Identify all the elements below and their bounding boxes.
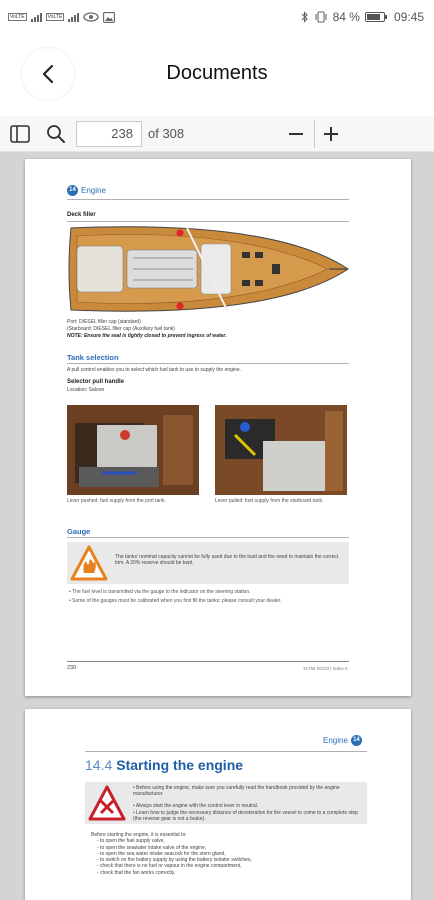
search-button[interactable] xyxy=(44,122,68,146)
eye-icon xyxy=(83,12,99,22)
prestart-checklist xyxy=(91,832,252,876)
bluetooth-icon xyxy=(301,11,309,23)
search-icon xyxy=(46,124,66,144)
gauge-warning-text: The tanks' nominal capacity cannot be fully used due to the load and the need to maintain the correct trim. A 20% reserve should be kept. xyxy=(115,554,339,566)
zoom-out-button[interactable] xyxy=(284,122,308,146)
list-item: - to open the seawater intake valve of the engine, xyxy=(97,844,207,851)
vibrate-icon xyxy=(314,11,328,23)
caption-port: Port: DIESEL filler cap (standard) xyxy=(67,319,141,325)
danger-warning-box xyxy=(85,782,367,824)
list-item: - to open the fuel supply valve, xyxy=(97,838,165,845)
divider xyxy=(67,199,349,200)
chapter-title: Engine xyxy=(81,186,106,195)
page-number-input[interactable]: 238 xyxy=(76,121,142,147)
tank-selection-heading: Tank selection xyxy=(67,353,119,362)
sim2-badge: VoLTE xyxy=(47,14,63,20)
toolbar-divider xyxy=(314,120,315,148)
tank-intro: A pull control enables you to select which fuel tank to use to supply the engine. xyxy=(67,367,241,373)
divider xyxy=(67,537,349,538)
signal-icon xyxy=(31,12,42,22)
bullet-item: • Some of the gauges must be calibrated when you first fill the tanks: please consult your dealer. xyxy=(69,598,282,604)
chapter-header xyxy=(67,185,106,196)
photo-lever-pushed xyxy=(67,405,199,495)
footer-rule xyxy=(67,661,349,662)
bullet-item: • The fuel level is transmitted via the gauge to the indicator on the steering station. xyxy=(69,589,251,595)
warn-line-text: Always start the engine with the control lever in neutral. xyxy=(135,803,259,809)
sim1-badge: VoLTE xyxy=(10,14,25,20)
battery-percent: 84 % xyxy=(332,10,360,24)
sidebar-toggle-button[interactable] xyxy=(8,122,32,146)
pdf-page xyxy=(25,709,411,900)
pdf-page xyxy=(25,159,411,696)
page-title: Documents xyxy=(166,62,268,84)
divider xyxy=(85,751,367,752)
bullet-text: Some of the gauges must be calibrated when you first fill the tanks: please consult your dealer. xyxy=(72,598,282,604)
battery-icon xyxy=(365,12,385,22)
gauge-warning-box xyxy=(67,542,349,584)
page-footer-number: 230 xyxy=(67,665,77,671)
document-viewer[interactable] xyxy=(0,152,434,900)
chapter-header xyxy=(323,735,362,746)
list-item: - to open the sea water intake seacock for the stern gland, xyxy=(97,850,226,857)
app-bar xyxy=(0,34,434,116)
warn-line: • Always start the engine with the control lever in neutral. xyxy=(133,803,259,809)
hazard-icon xyxy=(70,545,108,581)
deck-plan-illustration xyxy=(67,224,349,314)
gallery-icon xyxy=(103,12,115,23)
location-text: Location: Saloon xyxy=(67,387,105,393)
caption-lever-pulled: Lever pulled: fuel supply from the starboard tank. xyxy=(215,498,324,504)
caption-lever-pushed: Lever pushed: fuel supply from the port tank. xyxy=(67,498,166,504)
danger-icon xyxy=(88,785,126,821)
divider xyxy=(67,363,349,364)
divider xyxy=(67,221,349,222)
warn-line-text: Before using the engine, make sure you carefully read the handbook provided by the engine manufacturer. xyxy=(133,785,340,797)
chapter-badge: 14 xyxy=(67,185,78,196)
warn-line-text: Learn how to judge the necessary distance of deceleration for the vessel to come to a complete stop (the reverse gear is not a brake). xyxy=(133,810,358,822)
section-number: 14.4 xyxy=(85,757,113,773)
note-text: NOTE: Ensure the seal is tightly closed to prevent ingress of water. xyxy=(67,333,227,339)
warn-line: • Learn how to judge the necessary distance of deceleration for the vessel to come to a complete stop (the reverse gear is not a brake). xyxy=(133,810,358,822)
status-bar xyxy=(0,0,434,34)
page-footer-ref: 31756 RCD3 | Index A xyxy=(303,666,348,671)
sidebar-panel-icon xyxy=(10,125,30,143)
gauge-heading: Gauge xyxy=(67,527,91,536)
section-title xyxy=(85,757,243,773)
bullet-text: The fuel level is transmitted via the gauge to the indicator on the steering station. xyxy=(72,589,251,595)
clock: 09:45 xyxy=(393,10,424,24)
minus-icon xyxy=(287,125,305,143)
list-item: - check that the fan works correctly. xyxy=(97,869,176,876)
section-title-text: Starting the engine xyxy=(116,757,244,773)
caption-starboard: (Starboard: DIESEL filler cap (Auxiliary fuel tank) xyxy=(67,326,175,332)
page-total: of 308 xyxy=(148,126,185,141)
photo-lever-pulled xyxy=(215,405,347,495)
plus-icon xyxy=(322,125,340,143)
chapter-badge: 14 xyxy=(351,735,362,746)
pdf-toolbar xyxy=(0,116,434,152)
chapter-title: Engine xyxy=(323,736,348,745)
deck-filler-heading: Deck filler xyxy=(67,212,96,218)
selector-heading: Selector pull handle xyxy=(67,379,125,385)
warn-line: • Before using the engine, make sure you carefully read the handbook provided by the engine manufacturer. xyxy=(133,785,340,797)
list-item: - check that there is no fuel or vapour in the engine compartment, xyxy=(97,863,242,870)
zoom-in-button[interactable] xyxy=(319,122,343,146)
list-item: Before starting the engine, it is essential to: xyxy=(91,832,187,838)
list-item: - to switch on the battery supply by using the battery isolator switches, xyxy=(97,857,252,864)
signal-icon-2 xyxy=(68,12,79,22)
